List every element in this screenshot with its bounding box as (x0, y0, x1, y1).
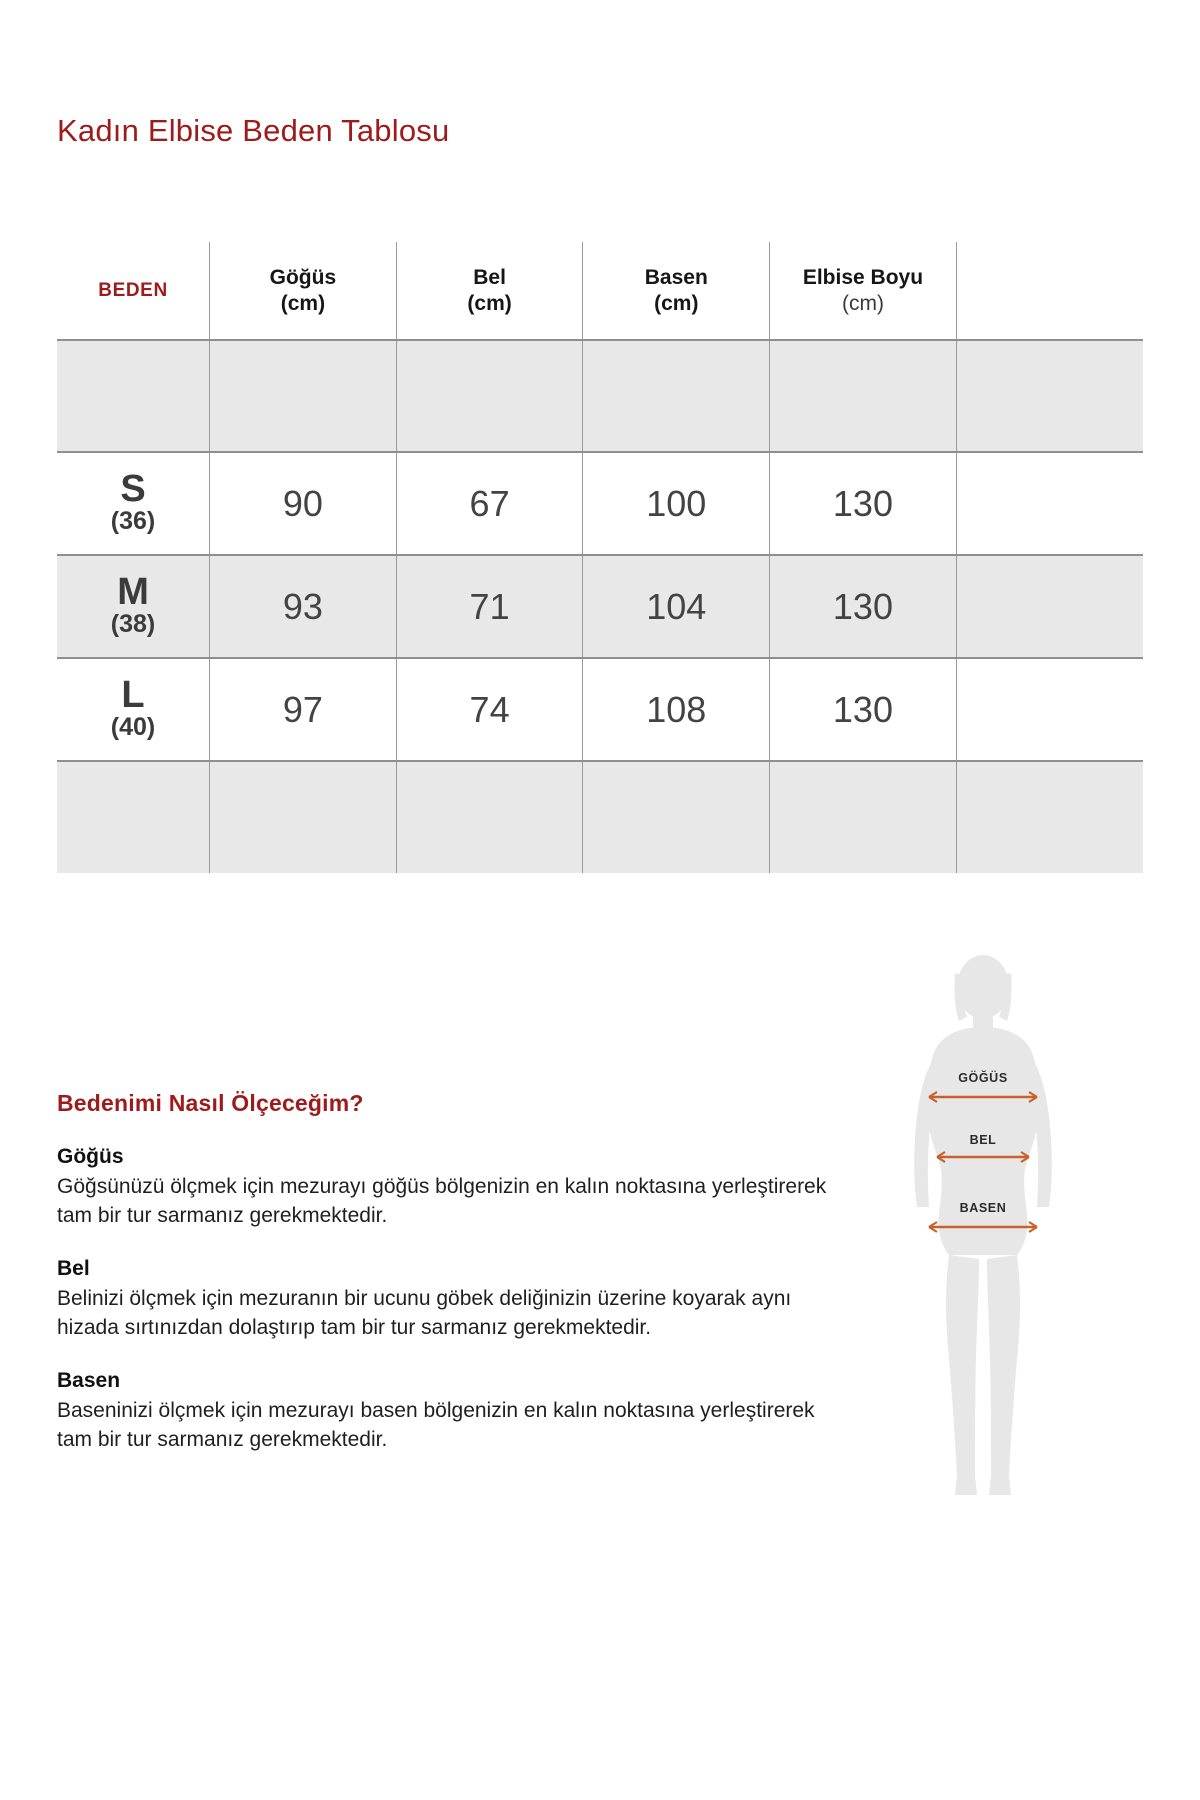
cell-basen: 108 (583, 658, 770, 761)
how-to-measure-title: Bedenimi Nasıl Ölçeceğim? (57, 1090, 364, 1116)
spacer-cell (956, 761, 1143, 873)
spacer-cell (396, 340, 583, 452)
column-header-elbise-boyu: Elbise Boyu (cm) (770, 242, 957, 340)
row-size-label: M (38) (57, 555, 210, 658)
cell-gogus: 97 (210, 658, 397, 761)
spacer-cell (210, 340, 397, 452)
page-title: Kadın Elbise Beden Tablosu (57, 113, 450, 148)
spacer-cell (396, 761, 583, 873)
cell-gogus: 90 (210, 452, 397, 555)
row-size-label: L (40) (57, 658, 210, 761)
measure-block-bel (57, 1257, 847, 1343)
column-header-beden: BEDEN (57, 242, 210, 340)
cell-elbise-boyu: 130 (770, 452, 957, 555)
measure-block-gogus (57, 1145, 847, 1231)
cell-elbise-boyu: 130 (770, 555, 957, 658)
cell-bel: 67 (396, 452, 583, 555)
figure-label-basen: BASEN (959, 1201, 1007, 1215)
measure-heading-bel: Bel (57, 1256, 90, 1280)
body-measurement-figure (845, 955, 1135, 1515)
cell-bel: 71 (396, 555, 583, 658)
spacer-cell (57, 340, 210, 452)
table-header-row (57, 242, 1143, 340)
female-silhouette-icon (914, 955, 1052, 1495)
spacer-cell (956, 340, 1143, 452)
measure-heading-basen: Basen (57, 1368, 121, 1392)
spacer-cell (583, 761, 770, 873)
cell-gogus: 93 (210, 555, 397, 658)
cell-empty (956, 658, 1143, 761)
column-header-bel: Bel (cm) (396, 242, 583, 340)
table-row (57, 658, 1143, 761)
column-header-gogus: Göğüs (cm) (210, 242, 397, 340)
column-header-empty (956, 242, 1143, 340)
spacer-cell (210, 761, 397, 873)
spacer-cell (57, 761, 210, 873)
spacer-cell (770, 340, 957, 452)
measure-block-basen (57, 1369, 847, 1455)
measure-text-gogus: Göğsünüzü ölçmek için mezurayı göğüs bölgenizin en kalın noktasına yerleştirerek tam bir tur sarmanız gerekmektedir. (57, 1175, 827, 1227)
measure-text-bel: Belinizi ölçmek için mezuranın bir ucunu göbek deliğinizin üzerine koyarak aynı hizada sırtınızdan dolaştırıp tam bir tur sarmanız gerekmektedir. (57, 1286, 792, 1339)
row-size-label: S (36) (57, 452, 210, 555)
measure-text-basen: Baseninizi ölçmek için mezurayı basen bölgenizin en kalın noktasına yerleştirerek tam bir tur sarmanız gerekmektedir. (57, 1398, 815, 1451)
cell-basen: 100 (583, 452, 770, 555)
figure-label-gogus: GÖĞÜS (958, 1071, 1008, 1085)
cell-empty (956, 452, 1143, 555)
table-row (57, 452, 1143, 555)
size-table (57, 242, 1143, 873)
spacer-cell (770, 761, 957, 873)
size-table-container (57, 242, 1143, 873)
measure-heading-gogus: Göğüs (57, 1145, 124, 1168)
cell-bel: 74 (396, 658, 583, 761)
cell-elbise-boyu: 130 (770, 658, 957, 761)
cell-basen: 104 (583, 555, 770, 658)
spacer-cell (583, 340, 770, 452)
table-spacer-row-top (57, 340, 1143, 452)
table-row (57, 555, 1143, 658)
how-to-measure-section (57, 1090, 847, 1481)
cell-empty (956, 555, 1143, 658)
figure-label-bel: BEL (969, 1133, 997, 1147)
table-spacer-row-bottom (57, 761, 1143, 873)
column-header-basen: Basen (cm) (583, 242, 770, 340)
